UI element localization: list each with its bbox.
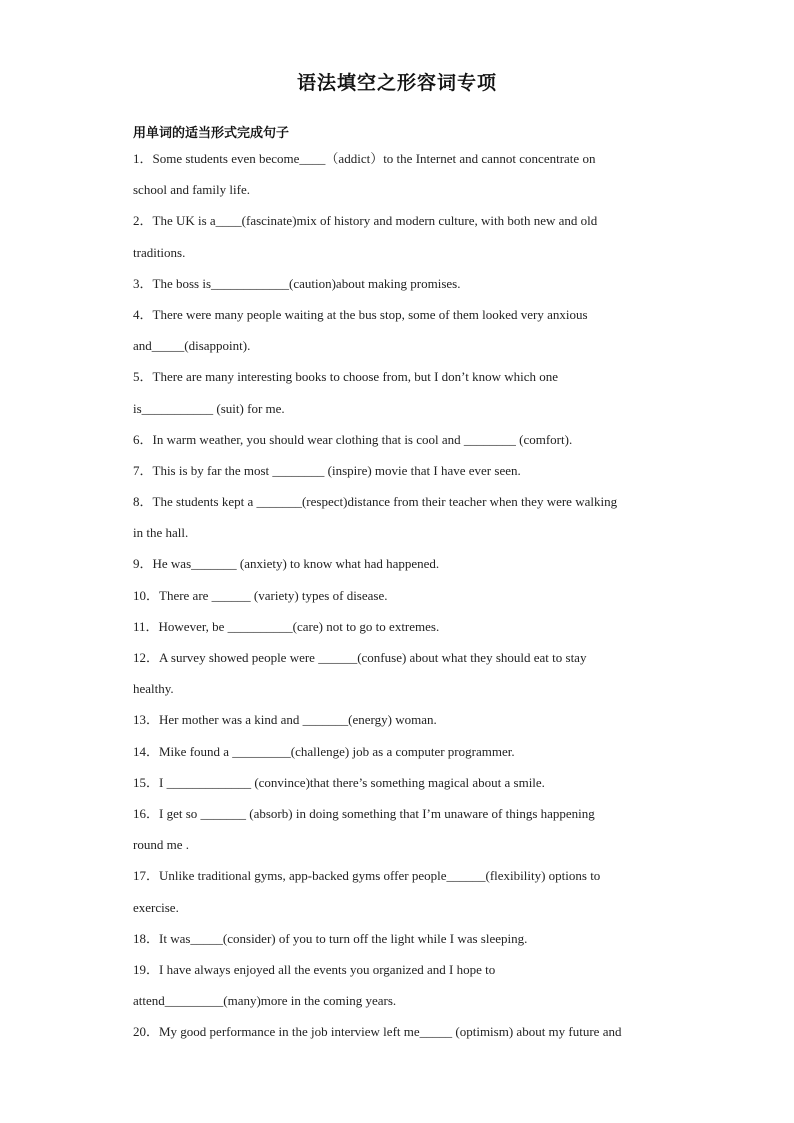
exercise-line — [133, 365, 673, 396]
exercise-line — [133, 521, 673, 552]
exercise-line — [133, 209, 673, 240]
section-heading: 用单词的适当形式完成句子 — [133, 126, 290, 141]
line-text: 18．It was_____(consider) of you to turn off the light while I was sleeping. — [133, 930, 528, 946]
exercise-line — [133, 303, 673, 334]
exercise-line — [133, 241, 673, 272]
line-text: 15．I _____________ (convince)that there’s something magical about a smile. — [133, 774, 545, 790]
exercise-line — [133, 459, 673, 490]
exercise-line — [133, 397, 673, 428]
exercise-line — [133, 147, 673, 178]
line-text: 3．The boss is____________(caution)about making promises. — [133, 275, 461, 291]
line-text: 13．Her mother was a kind and _______(energy) woman. — [133, 712, 437, 728]
exercise-list — [133, 147, 673, 1051]
line-text: 8．The students kept a _______(respect)distance from their teacher when they were walking — [133, 494, 618, 510]
exercise-line — [133, 646, 673, 677]
line-text: school and family life. — [133, 182, 250, 198]
page-title: 语法填空之形容词专项 — [296, 72, 497, 94]
line-text: 20．My good performance in the job interview left me_____ (optimism) about my future and — [133, 1024, 622, 1040]
exercise-line — [133, 927, 673, 958]
line-text: 11．However, be __________(care) not to go to extremes. — [133, 618, 440, 634]
line-text: healthy. — [133, 681, 174, 697]
exercise-line — [133, 740, 673, 771]
line-text: 19．I have always enjoyed all the events you organized and I hope to — [133, 961, 496, 977]
exercise-line — [133, 771, 673, 802]
line-text: exercise. — [133, 899, 179, 915]
line-text: and_____(disappoint). — [133, 338, 251, 354]
exercise-line — [133, 896, 673, 927]
line-text: 1．Some students even become____（addict）to the Internet and cannot concentrate on — [133, 151, 596, 166]
exercise-line — [133, 334, 673, 365]
exercise-line — [133, 272, 673, 303]
line-text: 5．There are many interesting books to choose from, but I don’t know which one — [133, 369, 559, 385]
line-text: 14．Mike found a _________(challenge) job as a computer programmer. — [133, 743, 515, 759]
line-text: 16．I get so _______ (absorb) in doing something that I’m unaware of things happening — [133, 805, 595, 821]
line-text: is___________ (suit) for me. — [133, 400, 285, 416]
exercise-line — [133, 677, 673, 708]
line-text: round me . — [133, 837, 189, 853]
line-text: 4．There were many people waiting at the bus stop, some of them looked very anxious — [133, 306, 588, 322]
exercise-line — [133, 958, 673, 989]
line-text: in the hall. — [133, 525, 189, 541]
line-text: attend_________(many)more in the coming years. — [133, 993, 397, 1009]
line-text: 10．There are ______ (variety) types of disease. — [133, 587, 388, 603]
line-text: 17．Unlike traditional gyms, app-backed gyms offer people______(flexibility) options to — [133, 868, 601, 884]
exercise-line — [133, 178, 673, 209]
exercise-line — [133, 428, 673, 459]
exercise-line — [133, 708, 673, 739]
exercise-line — [133, 864, 673, 895]
exercise-line — [133, 490, 673, 521]
exercise-line — [133, 1020, 673, 1051]
exercise-line — [133, 615, 673, 646]
line-text: 6．In warm weather, you should wear clothing that is cool and ________ (comfort). — [133, 431, 573, 447]
line-text: 9．He was_______ (anxiety) to know what had happened. — [133, 556, 440, 572]
exercise-line — [133, 833, 673, 864]
line-text: 7．This is by far the most ________ (inspire) movie that I have ever seen. — [133, 462, 521, 478]
line-text: 12．A survey showed people were ______(confuse) about what they should eat to stay — [133, 650, 587, 665]
exercise-line — [133, 989, 673, 1020]
line-text: 2．The UK is a____(fascinate)mix of history and modern culture, with both new and old — [133, 213, 598, 229]
exercise-line — [133, 552, 673, 583]
line-text: traditions. — [133, 244, 186, 260]
exercise-line — [133, 802, 673, 833]
exercise-line — [133, 584, 673, 615]
